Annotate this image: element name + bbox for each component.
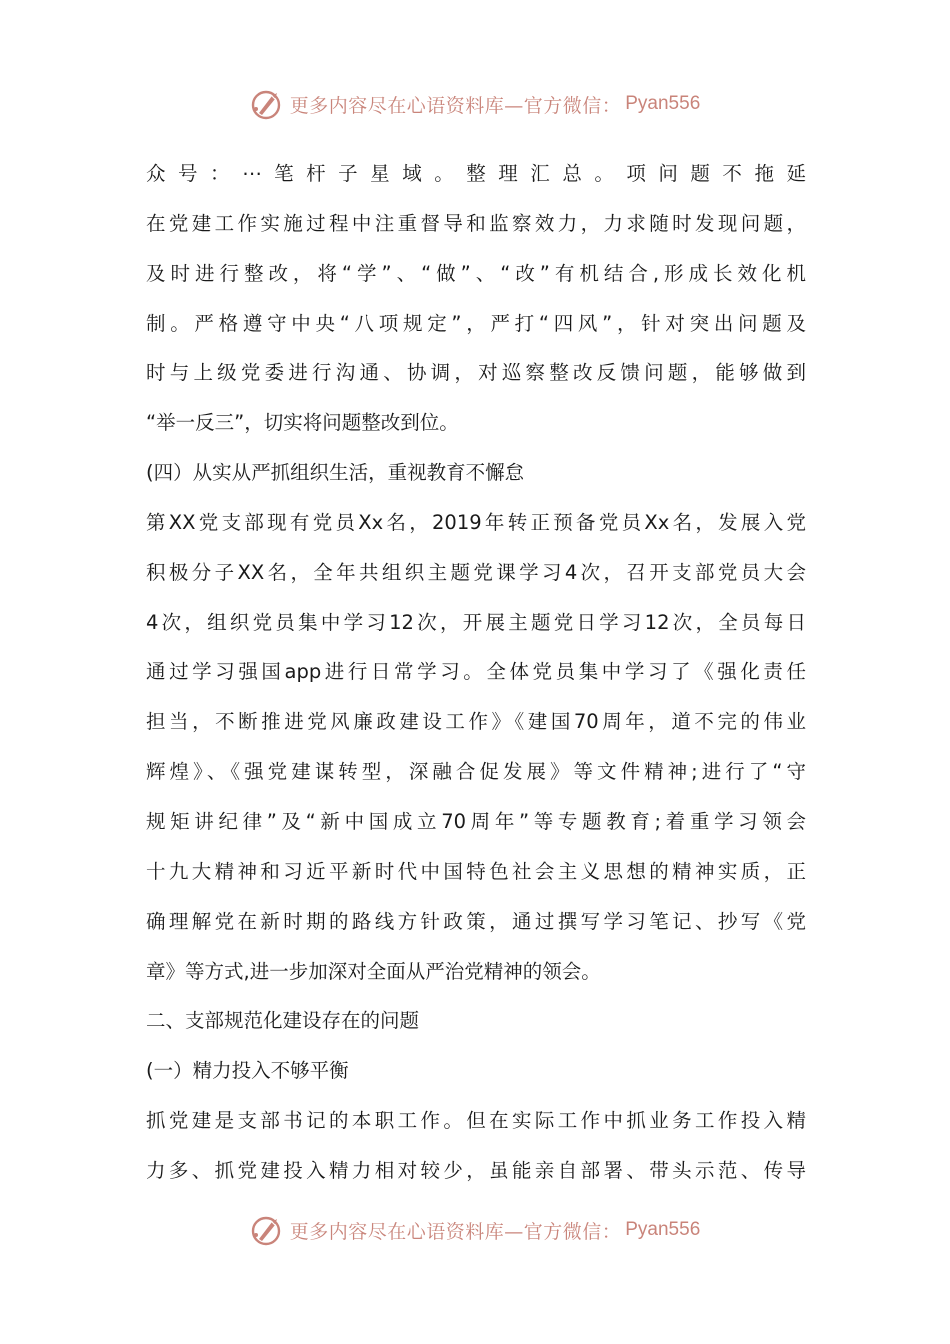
text-line: 时与上级党委进行沟通、协调，对巡察整改反馈问题，能够做到 [146,361,806,385]
text-line: 在党建工作实施过程中注重督导和监察效力，力求随时发现问题， [146,211,806,235]
text-line: 力多、抓党建投入精力相对较少，虽能亲自部署、带头示范、传导 [146,1158,806,1182]
text-line: 辉煌》、《强党建谋转型，深融合促发展》等文件精神;进行了“守 [146,760,806,784]
footer-watermark [0,1210,950,1250]
text-line: “举一反三”，切实将问题整改到位。 [146,411,459,435]
text-line: 制。严格遵守中央“八项规定”，严打“四风”，针对突出问题及 [146,311,806,335]
text-line: 规矩讲纪律”及“新中国成立70周年”等专题教育;着重学习领会 [146,809,806,833]
subsection-heading: (一）精力投入不够平衡 [146,1059,349,1083]
section-heading: 二、支部规范化建设存在的问题 [146,1009,420,1033]
text-line: 章》等方式,进一步加深对全面从严治党精神的领会。 [146,959,601,983]
watermark-text: 更多内容尽在心语资料库—官方微信： [289,94,622,117]
text-line: 抓党建是支部书记的本职工作。但在实际工作中抓业务工作投入精 [146,1109,806,1133]
pen-nib-logo-icon [250,1213,284,1247]
watermark-text: 更多内容尽在心语资料库—官方微信： [289,1220,622,1243]
text-line: 确理解党在新时期的路线方针政策，通过撰写学习笔记、抄写《党 [146,909,806,933]
watermark-wechat-id: Pyan556 [625,93,701,114]
pen-nib-logo-icon [250,87,284,121]
section-heading: (四）从实从严抓组织生活，重视教育不懈怠 [146,461,525,485]
text-line: 及时进行整改，将“学”、“做”、“改”有机结合,形成长效化机 [146,261,806,285]
text-line: 担当，不断推进党风廉政建设工作》《建国70周年，道不完的伟业 [146,710,806,734]
header-watermark [0,84,950,124]
text-line: 积极分子XX名，全年共组织主题党课学习4次，召开支部党员大会 [146,560,806,584]
text-line: 众号：⋯笔杆子星域。整理汇总。项问题不拖延 [146,162,806,185]
document-body [146,149,806,1196]
watermark-wechat-id: Pyan556 [625,1219,701,1240]
text-line: 4次，组织党员集中学习12次，开展主题党日学习12次，全员每日 [146,610,806,634]
text-line: 第XX党支部现有党员Xx名，2019年转正预备党员Xx名，发展入党 [146,510,806,534]
text-line: 十九大精神和习近平新时代中国特色社会主义思想的精神实质，正 [146,859,806,883]
text-line: 通过学习强国app进行日常学习。全体党员集中学习了《强化责任 [146,660,806,684]
